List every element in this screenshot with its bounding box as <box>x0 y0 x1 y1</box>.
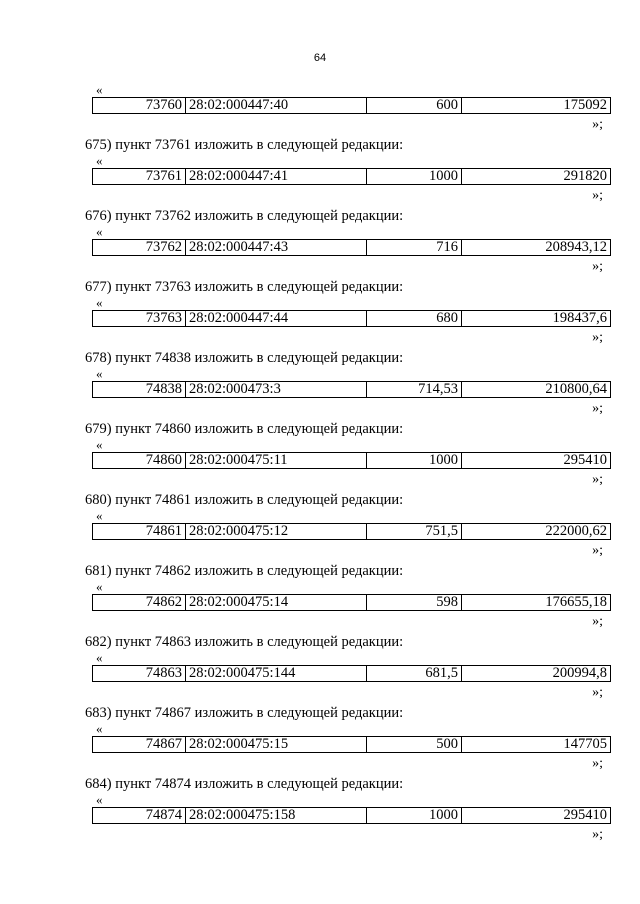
cell-value: 208943,12 <box>462 240 611 256</box>
amendment-entry <box>92 83 611 133</box>
amendment-entry <box>85 278 611 346</box>
cell-cadastral-number: 28:02:000475:14 <box>186 595 367 611</box>
amendment-heading: 675) пункт 73761 изложить в следующей редакции: <box>85 137 404 153</box>
cell-value: 210800,64 <box>462 382 611 398</box>
page-number: 64 <box>313 52 327 64</box>
table-row <box>93 737 611 753</box>
open-quote: « <box>96 792 103 807</box>
table-row <box>93 311 611 327</box>
cell-cadastral-number: 28:02:000447:41 <box>186 169 367 185</box>
amendment-entry <box>85 633 611 701</box>
entry-table <box>92 97 611 114</box>
cell-cadastral-number: 28:02:000447:40 <box>186 98 367 114</box>
cell-item-number: 73760 <box>93 98 186 114</box>
cell-cadastral-number: 28:02:000447:44 <box>186 311 367 327</box>
amendment-heading: 684) пункт 74874 изложить в следующей редакции: <box>85 776 404 792</box>
cell-area: 716 <box>367 240 462 256</box>
close-quote: »; <box>592 330 603 345</box>
cell-value: 175092 <box>462 98 611 114</box>
cell-area: 1000 <box>367 169 462 185</box>
entry-table <box>92 452 611 469</box>
cell-area: 600 <box>367 98 462 114</box>
cell-value: 176655,18 <box>462 595 611 611</box>
entry-table <box>92 736 611 753</box>
cell-area: 714,53 <box>367 382 462 398</box>
table-row <box>93 453 611 469</box>
cell-item-number: 74863 <box>93 666 186 682</box>
cell-value: 295410 <box>462 453 611 469</box>
cell-item-number: 74838 <box>93 382 186 398</box>
cell-value: 291820 <box>462 169 611 185</box>
cell-value: 198437,6 <box>462 311 611 327</box>
open-quote: « <box>96 508 103 523</box>
open-quote: « <box>96 224 103 239</box>
cell-item-number: 74874 <box>93 808 186 824</box>
table-row <box>93 595 611 611</box>
close-quote: »; <box>592 685 603 700</box>
cell-value: 295410 <box>462 808 611 824</box>
table-row <box>93 382 611 398</box>
cell-cadastral-number: 28:02:000475:15 <box>186 737 367 753</box>
close-quote: »; <box>592 117 603 132</box>
cell-value: 222000,62 <box>462 524 611 540</box>
entry-table <box>92 594 611 611</box>
cell-item-number: 74862 <box>93 595 186 611</box>
entry-table <box>92 665 611 682</box>
amendment-entry <box>85 207 611 275</box>
open-quote: « <box>96 153 103 168</box>
amendment-heading: 677) пункт 73763 изложить в следующей редакции: <box>85 279 404 295</box>
cell-cadastral-number: 28:02:000473:3 <box>186 382 367 398</box>
entry-table <box>92 168 611 185</box>
open-quote: « <box>96 366 103 381</box>
amendment-entry <box>85 704 611 772</box>
amendment-entry <box>85 420 611 488</box>
close-quote: »; <box>592 259 603 274</box>
amendment-heading: 676) пункт 73762 изложить в следующей редакции: <box>85 208 404 224</box>
close-quote: »; <box>592 614 603 629</box>
cell-value: 200994,8 <box>462 666 611 682</box>
cell-area: 680 <box>367 311 462 327</box>
cell-cadastral-number: 28:02:000475:144 <box>186 666 367 682</box>
close-quote: »; <box>592 827 603 842</box>
cell-item-number: 73763 <box>93 311 186 327</box>
cell-area: 681,5 <box>367 666 462 682</box>
cell-area: 598 <box>367 595 462 611</box>
amendment-heading: 683) пункт 74867 изложить в следующей редакции: <box>85 705 404 721</box>
cell-area: 1000 <box>367 453 462 469</box>
close-quote: »; <box>592 401 603 416</box>
cell-item-number: 73762 <box>93 240 186 256</box>
close-quote: »; <box>592 756 603 771</box>
cell-item-number: 73761 <box>93 169 186 185</box>
amendment-heading: 680) пункт 74861 изложить в следующей редакции: <box>85 492 404 508</box>
amendment-entry <box>85 136 611 204</box>
cell-item-number: 74861 <box>93 524 186 540</box>
close-quote: »; <box>592 543 603 558</box>
open-quote: « <box>96 579 103 594</box>
amendment-heading: 681) пункт 74862 изложить в следующей редакции: <box>85 563 404 579</box>
amendment-heading: 682) пункт 74863 изложить в следующей редакции: <box>85 634 404 650</box>
entry-table <box>92 381 611 398</box>
cell-item-number: 74867 <box>93 737 186 753</box>
entry-table <box>92 807 611 824</box>
amendment-entry <box>85 562 611 630</box>
cell-item-number: 74860 <box>93 453 186 469</box>
table-row <box>93 98 611 114</box>
cell-area: 751,5 <box>367 524 462 540</box>
table-row <box>93 524 611 540</box>
cell-cadastral-number: 28:02:000475:12 <box>186 524 367 540</box>
amendment-entry <box>85 349 611 417</box>
document-body <box>85 82 611 846</box>
entry-table <box>92 310 611 327</box>
amendment-entry <box>85 775 611 843</box>
cell-cadastral-number: 28:02:000447:43 <box>186 240 367 256</box>
open-quote: « <box>96 650 103 665</box>
table-row <box>93 240 611 256</box>
cell-cadastral-number: 28:02:000475:158 <box>186 808 367 824</box>
cell-area: 500 <box>367 737 462 753</box>
close-quote: »; <box>592 472 603 487</box>
amendment-heading: 678) пункт 74838 изложить в следующей редакции: <box>85 350 404 366</box>
entry-table <box>92 239 611 256</box>
amendment-entry <box>85 491 611 559</box>
close-quote: »; <box>592 188 603 203</box>
cell-cadastral-number: 28:02:000475:11 <box>186 453 367 469</box>
open-quote: « <box>96 437 103 452</box>
table-row <box>93 666 611 682</box>
open-quote: « <box>96 721 103 736</box>
open-quote: « <box>96 295 103 310</box>
table-row <box>93 169 611 185</box>
open-quote: « <box>96 82 103 97</box>
table-row <box>93 808 611 824</box>
cell-value: 147705 <box>462 737 611 753</box>
amendment-heading: 679) пункт 74860 изложить в следующей редакции: <box>85 421 404 437</box>
cell-area: 1000 <box>367 808 462 824</box>
entry-table <box>92 523 611 540</box>
